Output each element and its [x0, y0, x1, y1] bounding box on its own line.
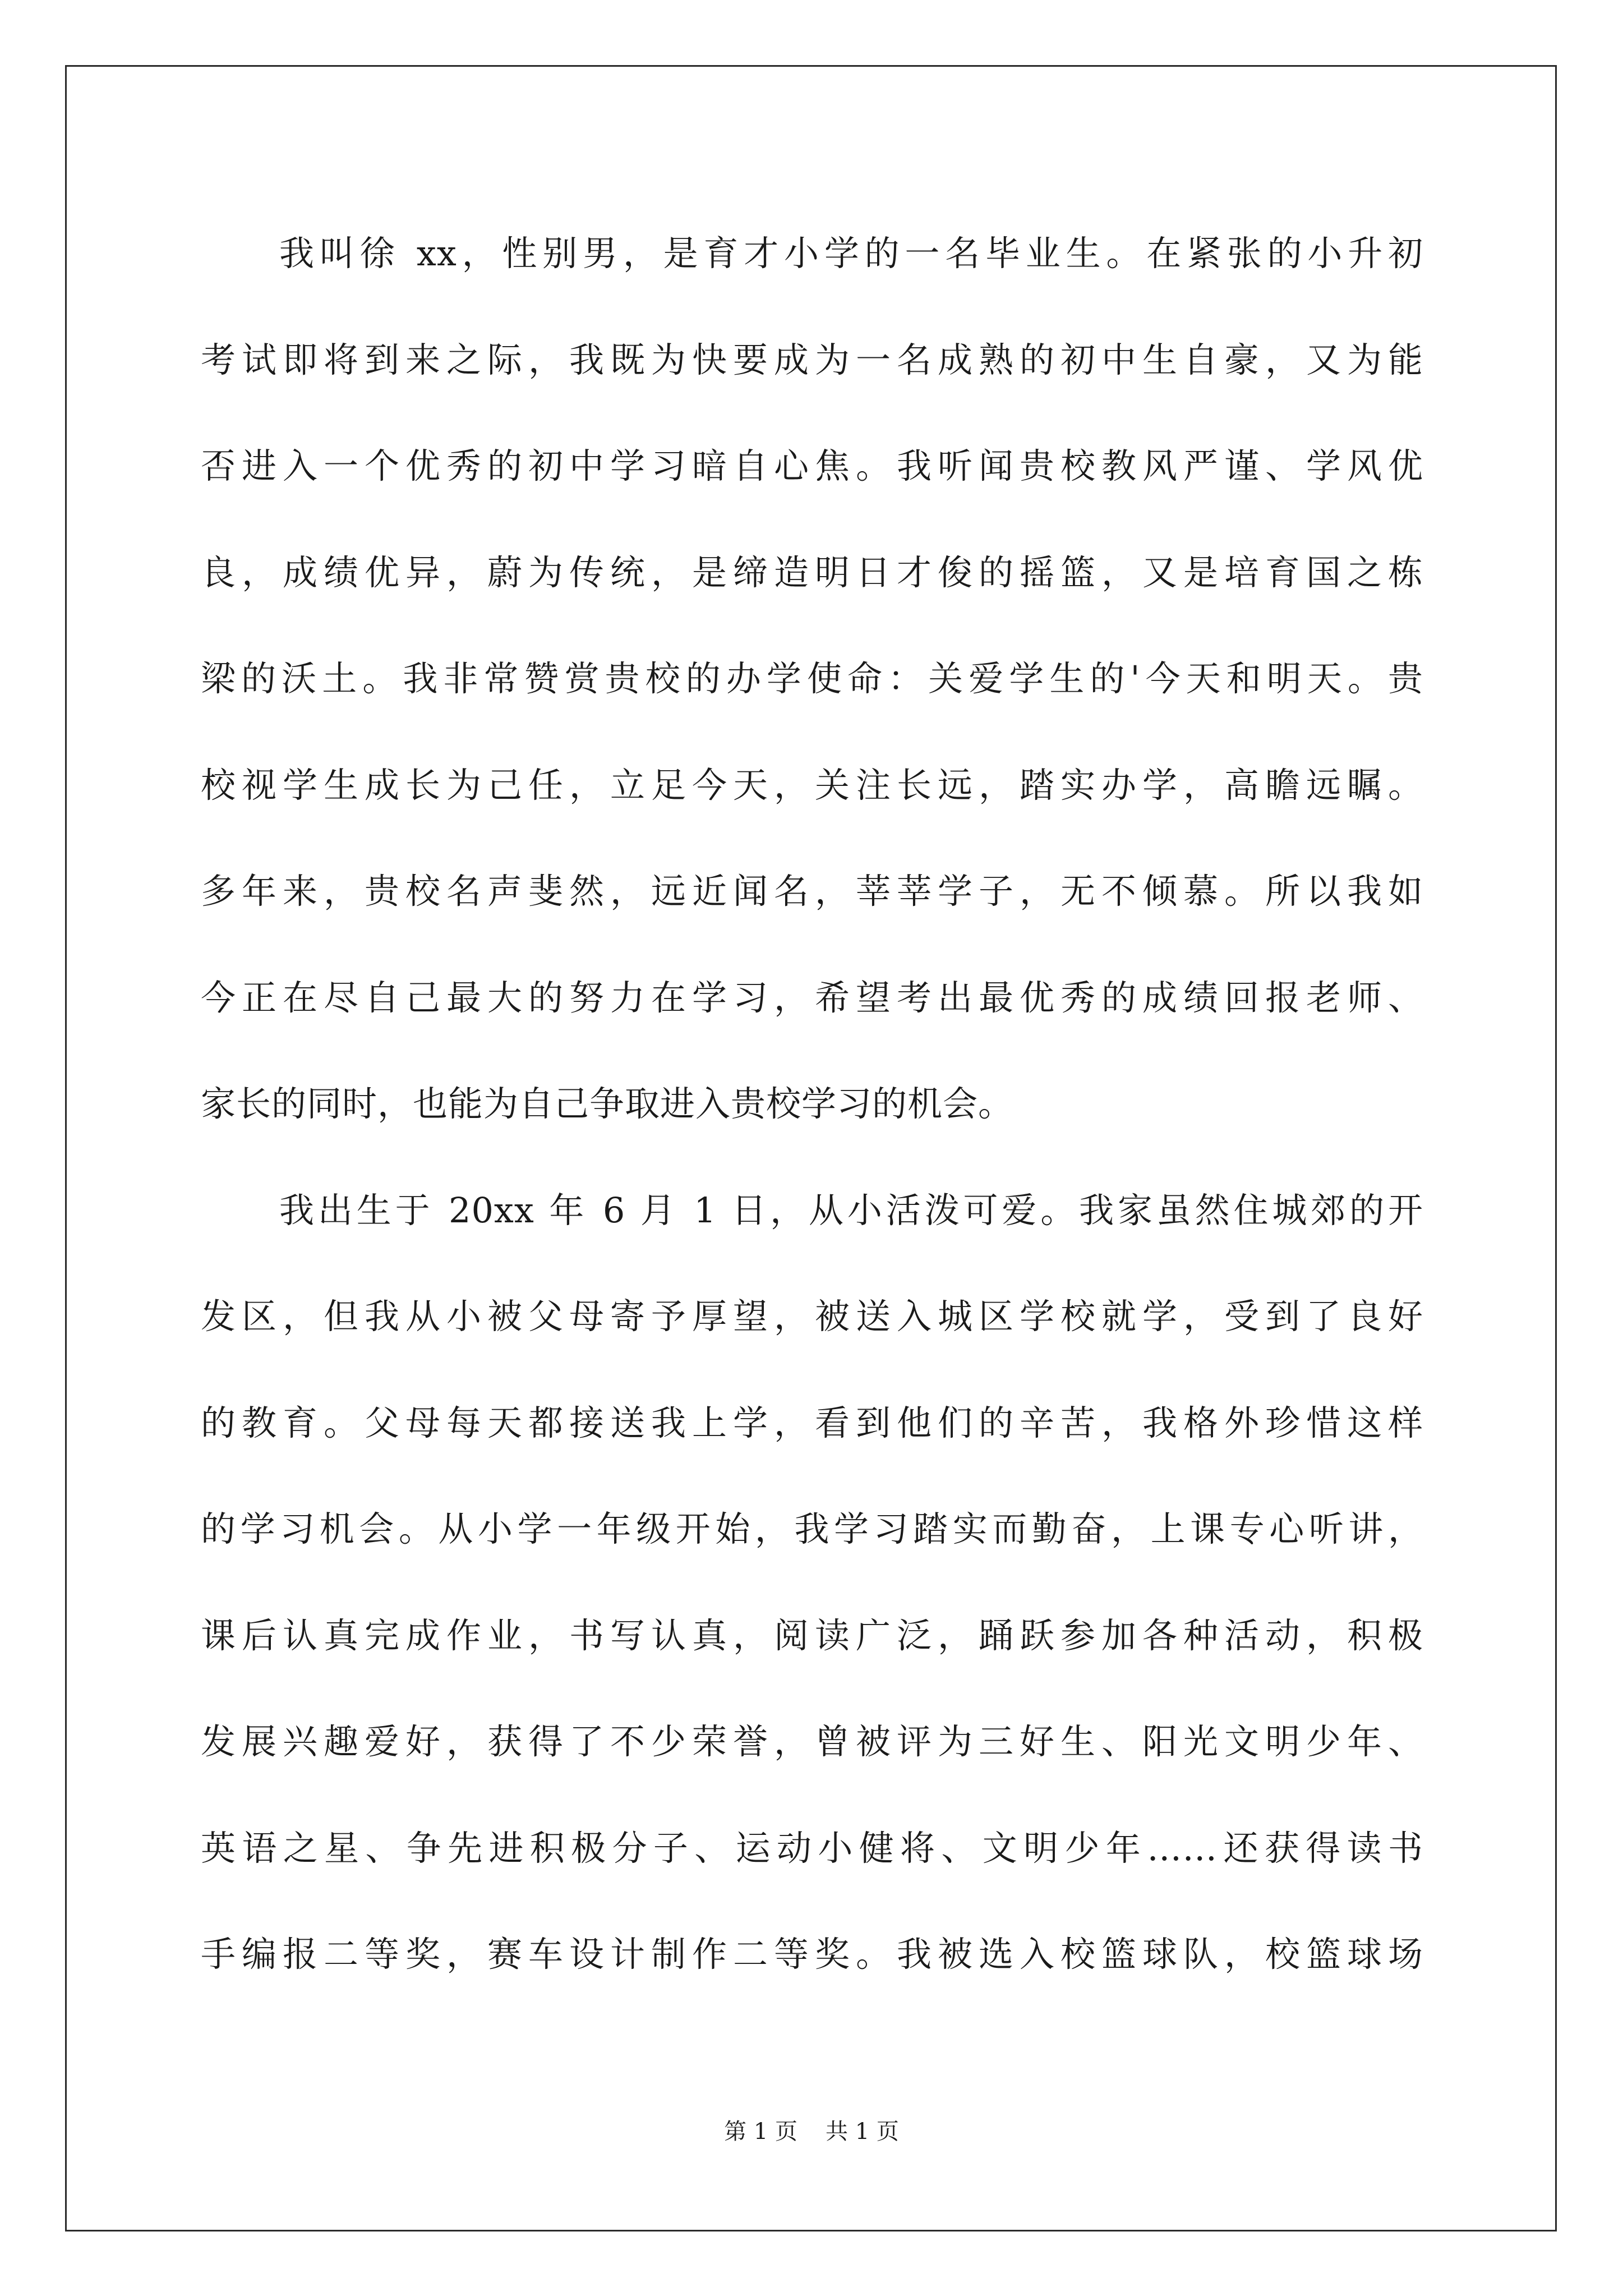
text-line: 发展兴趣爱好，获得了不少荣誉，曾被评为三好生、阳光文明少年、	[201, 1721, 1423, 1762]
text-line: 梁的沃土。我非常赞赏贵校的办学使命：关爱学生的'今天和明天。贵	[201, 658, 1423, 699]
document-body	[201, 209, 1423, 2016]
page-footer	[0, 2114, 1623, 2146]
text-line: 多年来，贵校名声斐然，远近闻名，莘莘学子，无不倾慕。所以我如	[201, 871, 1423, 912]
paragraph-1	[201, 209, 1423, 1166]
text-line: 我叫徐 xx，性别男，是育才小学的一名毕业生。在紧张的小升初	[279, 233, 1423, 274]
text-line: 英语之星、争先进积极分子、运动小健将、文明少年……还获得读书	[201, 1827, 1423, 1869]
text-line: 发区，但我从小被父母寄予厚望，被送入城区学校就学，受到了良好	[201, 1296, 1423, 1337]
text-line: 的学习机会。从小学一年级开始，我学习踏实而勤奋，上课专心听讲，	[201, 1508, 1423, 1549]
page-number: 第 1 页	[724, 2119, 797, 2145]
page-total: 共 1 页	[826, 2119, 899, 2145]
text-line: 校视学生成长为己任，立足今天，关注长远，踏实办学，高瞻远瞩。	[201, 764, 1423, 806]
text-line: 考试即将到来之际，我既为快要成为一名成熟的初中生自豪，又为能	[201, 339, 1423, 380]
text-line: 家长的同时，也能为自己争取进入贵校学习的机会。	[201, 1083, 1014, 1124]
text-line: 良，成绩优异，蔚为传统，是缔造明日才俊的摇篮，又是培育国之栋	[201, 551, 1423, 593]
text-line: 我出生于 20xx 年 6 月 1 日，从小活泼可爱。我家虽然住城郊的开	[279, 1189, 1423, 1231]
text-line: 课后认真完成作业，书写认真，阅读广泛，踊跃参加各种活动，积极	[201, 1614, 1423, 1656]
text-line: 今正在尽自己最大的努力在学习，希望考出最优秀的成绩回报老师、	[201, 977, 1423, 1018]
text-line: 否进入一个优秀的初中学习暗自心焦。我听闻贵校教风严谨、学风优	[201, 445, 1423, 486]
text-line: 手编报二等奖，赛车设计制作二等奖。我被选入校篮球队，校篮球场	[201, 1934, 1423, 1975]
text-line: 的教育。父母每天都接送我上学，看到他们的辛苦，我格外珍惜这样	[201, 1402, 1423, 1443]
paragraph-2	[201, 1166, 1423, 2016]
